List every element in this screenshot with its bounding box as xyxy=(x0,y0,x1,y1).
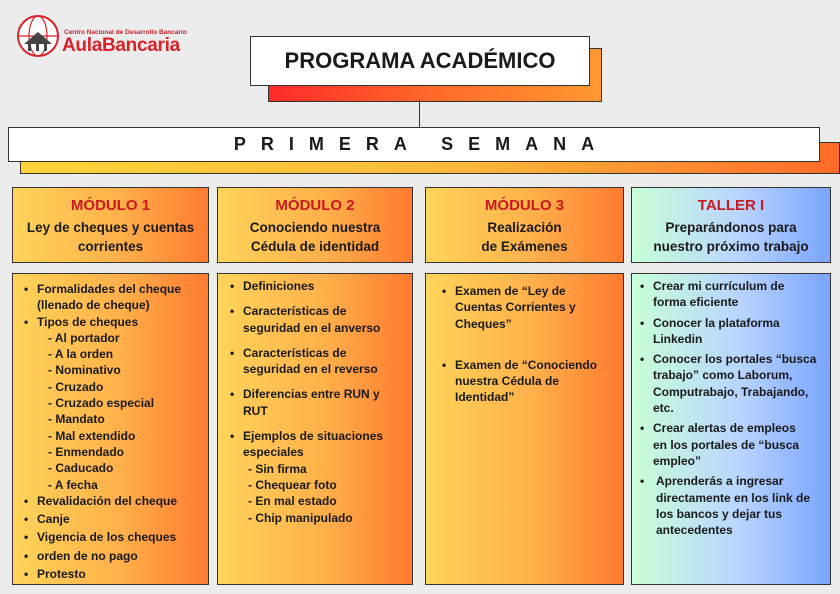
module-1-header xyxy=(12,187,209,263)
sub-item: - Caducado xyxy=(48,461,114,476)
list-item: • Canje xyxy=(22,511,207,527)
sub-item: - Al portador xyxy=(48,330,120,345)
list-item: • Examen de “Ley de xyxy=(440,283,620,299)
list-item-continued: etc. xyxy=(653,401,674,416)
module-3-header xyxy=(425,187,624,263)
sub-item: - Sin firma xyxy=(248,461,307,476)
sub-item: - Cruzado especial xyxy=(48,396,155,411)
list-item-continued: empleo” xyxy=(653,453,702,468)
module-1-subtitle-line1: Ley de cheques y cuentas xyxy=(26,220,195,235)
module-2-subtitle-line1: Conociendo nuestra xyxy=(249,220,381,235)
module-2-header xyxy=(217,187,413,263)
list-item-continued: trabajo” como Laborum, xyxy=(653,368,793,383)
list-item-continued: en los portales de “busca xyxy=(653,437,800,452)
connector-line xyxy=(419,100,420,128)
page-title: PROGRAMA ACADÉMICO xyxy=(284,48,556,73)
brand-tagline: Centro Nacional de Desarrollo Bancario xyxy=(64,29,187,36)
list-item: • Características de xyxy=(228,303,410,319)
bank-logo-icon xyxy=(16,14,60,58)
week-title: PRIMERA SEMANA xyxy=(233,134,610,154)
module-3-title: MÓDULO 3 xyxy=(484,197,565,214)
sub-item: - Mandato xyxy=(48,412,105,427)
sub-item: - Chip manipulado xyxy=(248,510,353,525)
taller-1-header xyxy=(631,187,831,263)
taller-1-list xyxy=(638,278,830,538)
sub-item: - A la orden xyxy=(48,347,114,362)
list-item-continued: Identidad” xyxy=(455,390,515,405)
list-item: • Crear mi currículum de xyxy=(638,278,830,294)
list-item-continued: seguridad en el anverso xyxy=(243,320,381,335)
list-item-continued: Cuentas Corrientes y xyxy=(455,300,576,315)
sub-item: - En mal estado xyxy=(248,494,337,509)
module-3-list xyxy=(440,283,620,406)
module-1-title: MÓDULO 1 xyxy=(70,197,151,214)
list-item-continued: directamente en los link de xyxy=(656,490,811,505)
module-2-title: MÓDULO 2 xyxy=(275,197,355,214)
module-3-subtitle-line2: de Exámenes xyxy=(481,239,568,254)
list-item: • Examen de “Conociendo xyxy=(440,357,620,373)
module-2-list xyxy=(228,278,410,526)
list-item-continued: (llenado de cheque) xyxy=(37,298,150,313)
list-item: • Aprenderás a ingresar xyxy=(638,473,830,489)
list-item: • Protesto xyxy=(22,566,207,582)
list-item: • Conocer los portales “busca xyxy=(638,351,830,367)
list-item: • Características de xyxy=(228,345,410,361)
sub-item: - Cruzado xyxy=(48,379,104,394)
list-item: • orden de no pago xyxy=(22,548,207,564)
sub-item: - Chequear foto xyxy=(248,477,337,492)
list-item-continued: forma eficiente xyxy=(653,295,739,310)
brand-logo xyxy=(16,14,186,60)
sub-item: - Enmendado xyxy=(48,444,125,459)
list-item-continued: especiales xyxy=(243,445,304,460)
list-item-continued: Computrabajo, Trabajando, xyxy=(653,384,809,399)
module-3-subtitle-line1: Realización xyxy=(487,220,562,235)
list-item: • Crear alertas de empleos xyxy=(638,420,830,436)
list-item-continued: Linkedin xyxy=(653,331,703,346)
list-item: • Vigencia de los cheques xyxy=(22,529,207,545)
taller-1-title: TALLER I xyxy=(697,197,765,214)
list-item-continued: los bancos y dejar tus xyxy=(656,506,783,521)
module-1-subtitle-line2: corrientes xyxy=(77,239,144,254)
sub-item: - A fecha xyxy=(48,477,98,492)
list-item: • Tipos de cheques xyxy=(22,314,207,330)
list-item-continued: seguridad en el reverso xyxy=(243,362,378,377)
taller-1-subtitle-line1: Preparándonos para xyxy=(665,220,797,235)
list-item-continued: nuestra Cédula de xyxy=(455,374,560,389)
taller-1-subtitle-line2: nuestro próximo trabajo xyxy=(653,239,809,254)
sub-item: - Mal extendido xyxy=(48,428,136,443)
list-item: • Conocer la plataforma xyxy=(638,315,830,331)
list-item: • Definiciones xyxy=(228,278,410,294)
brand-name: AulaBancaria xyxy=(62,35,180,56)
week-banner xyxy=(8,127,820,162)
module-2-subtitle-line2: Cédula de identidad xyxy=(250,239,380,254)
sub-item: - Nominativo xyxy=(48,363,121,378)
module-1-list xyxy=(22,281,207,582)
list-item: • Ejemplos de situaciones xyxy=(228,428,410,444)
list-item-continued: antecedentes xyxy=(656,523,733,538)
list-item: • Revalidación del cheque xyxy=(22,493,207,509)
list-item-continued: RUT xyxy=(243,403,268,418)
list-item: • Diferencias entre RUN y xyxy=(228,386,410,402)
list-item: • Formalidades del cheque xyxy=(22,281,207,297)
list-item-continued: Cheques” xyxy=(455,316,512,331)
title-box xyxy=(250,36,590,86)
